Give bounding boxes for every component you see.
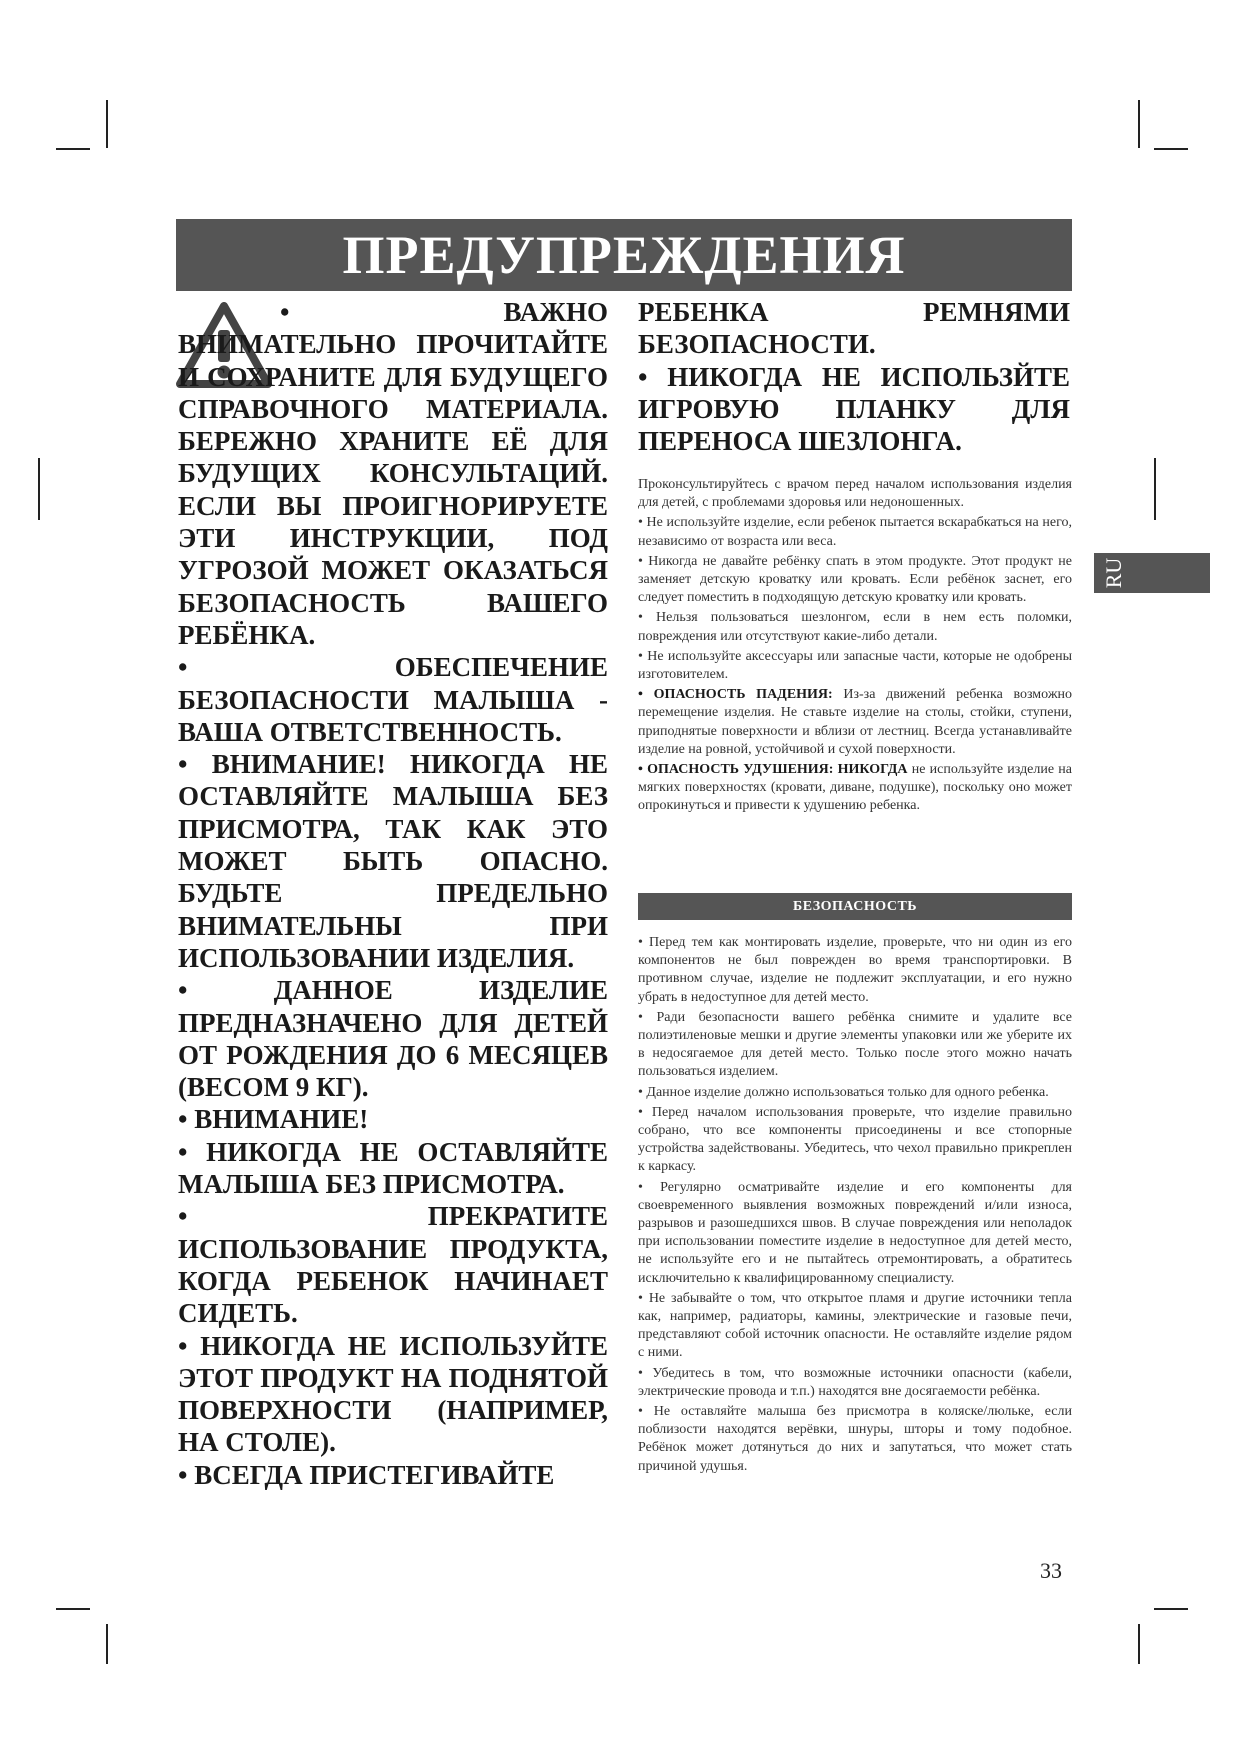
warning-paragraph: • ВАЖНО ВНИМАТЕЛЬНО ПРОЧИТАЙТЕ И СОХРАНИТЕ ДЛЯ БУДУЩЕГО СПРАВОЧНОГО МАТЕРИАЛА. БЕРЕЖНО ХРАНИТЕ ЕЁ ДЛЯ БУДУЩИХ КОНСУЛЬТАЦИЙ. ЕСЛИ ВЫ ПРОИГНОРИРУЕТЕ ЭТИ ИНСТРУКЦИИ, ПОД УГРОЗОЙ МОЖЕТ ОКАЗАТЬСЯ БЕЗОПАСНОСТЬ ВАШЕГО РЕБЁНКА. — [178, 297, 608, 650]
small-warning: • Не используйте аксессуары или запасные части, которые не одобрены изготовителем. — [638, 648, 1072, 683]
safety-item: • Данное изделие должно использоваться только для одного ребенка. — [638, 1084, 1049, 1100]
small-warning: • Никогда не давайте ребёнку спать в этом продукте. Этот продукт не заменяет детскую кроватку или кровать. Если ребёнок заснет, его следует поместить в подходящую детскую кроватку или кровать. — [638, 553, 1072, 606]
warning-paragraph: • ОБЕСПЕЧЕНИЕ БЕЗОПАСНОСТИ МАЛЫША - ВАША ОТВЕТСТВЕННОСТЬ. — [178, 652, 608, 747]
safety-item: • Ради безопасности вашего ребёнка снимите и удалите все полиэтиленовые мешки и другие элементы упаковки или же уберите их в недосягаемое для детей место. Только после этого можно начать пользоваться изделием. — [638, 1009, 1072, 1080]
warning-paragraph: • ВСЕГДА ПРИСТЕГИВАЙТЕ — [178, 1459, 555, 1490]
crop-mark — [56, 148, 90, 150]
safety-item: • Перед началом использования проверьте, что изделие правильно собрано, что все компоненты присоединены и все стопорные устройства задействованы. Убедитесь, что чехол правильно прикреплен к каркасу. — [638, 1104, 1072, 1175]
language-tab-label: RU — [1101, 557, 1126, 589]
crop-mark — [38, 458, 40, 520]
safety-section-title: БЕЗОПАСНОСТЬ — [638, 893, 1072, 920]
safety-list — [638, 934, 1072, 1478]
safety-item: • Перед тем как монтировать изделие, проверьте, что ни один из его компонентов не был поврежден во время транспортировки. В противном случае, изделие не подлежит эксплуатации, и его нужно убрать в недоступное для детей место. — [638, 935, 1072, 1005]
page-number: 33 — [1040, 1558, 1062, 1583]
left-warnings-column — [178, 296, 608, 1491]
small-warning: • Не используйте изделие, если ребенок пытается вскарабкаться на него, независимо от возраста или веса. — [638, 515, 1072, 549]
crop-mark — [1154, 1608, 1188, 1610]
language-tab — [1094, 553, 1210, 593]
small-warning: • Нельзя пользоваться шезлонгом, если в нем есть поломки, повреждения или отсутствуют какие-либо детали. — [638, 610, 1072, 644]
small-warning: • ОПАСНОСТЬ ПАДЕНИЯ: Из-за движений ребенка возможно перемещение изделия. Не ставьте изделие на столы, стойки, ступени, приподнятые поверхности и вблизи от лестниц. Всегда устанавливайте изделие на ровной, устойчивой и сухой поверхности. — [638, 687, 1072, 757]
crop-mark — [1154, 458, 1156, 520]
crop-mark — [56, 1608, 90, 1610]
small-warning: Проконсультируйтесь с врачом перед началом использования изделия для детей, с проблемами здоровья или недоношенных. — [638, 477, 1072, 511]
crop-mark — [1138, 1624, 1140, 1664]
crop-mark — [106, 100, 108, 148]
warning-paragraph: • ДАННОЕ ИЗДЕЛИЕ ПРЕДНАЗНАЧЕНО ДЛЯ ДЕТЕЙ ОТ РОЖДЕНИЯ ДО 6 МЕСЯЦЕВ (ВЕСОМ 9 КГ). — [178, 975, 608, 1103]
warning-paragraph: • НИКОГДА НЕ ИСПОЛЬЗУЙТЕ ЭТОТ ПРОДУКТ НА ПОДНЯТОЙ ПОВЕРХНОСТИ (НАПРИМЕР, НА СТОЛЕ). — [178, 1330, 608, 1458]
crop-mark — [106, 1624, 108, 1664]
safety-item: • Не оставляйте малыша без присмотра в коляске/люльке, если поблизости находятся верёвки, шнуры, шторы и тому подобное. Ребёнок может дотянуться до них и запутаться, что может стать причиной удушья. — [638, 1404, 1072, 1474]
page-title: ПРЕДУПРЕЖДЕНИЯ — [176, 219, 1072, 291]
warning-paragraph: РЕБЕНКА РЕМНЯМИ БЕЗОПАСНОСТИ. — [638, 297, 1070, 360]
small-warning: • ОПАСНОСТЬ УДУШЕНИЯ: НИКОГДА не используйте изделие на мягких поверхностях (кровати, диване, подушке), поскольку оно может опрокинуться и привести к удушению ребенка. — [638, 762, 1072, 814]
crop-mark — [1138, 100, 1140, 148]
warning-paragraph: • ПРЕКРАТИТЕ ИСПОЛЬЗОВАНИЕ ПРОДУКТА, КОГДА РЕБЕНОК НАЧИНАЕТ СИДЕТЬ. — [178, 1201, 608, 1329]
right-warnings-continued — [638, 296, 1070, 457]
warning-paragraph: • ВНИМАНИЕ! — [178, 1104, 369, 1135]
warning-paragraph: • НИКОГДА НЕ ИСПОЛЬЗЙТЕ ИГРОВУЮ ПЛАНКУ ДЛЯ ПЕРЕНОСА ШЕЗЛОНГА. — [638, 361, 1070, 457]
crop-mark — [1154, 148, 1188, 150]
safety-item: • Убедитесь в том, что возможные источники опасности (кабели, электрические провода и т.п.) находятся вне досягаемости ребёнка. — [638, 1365, 1072, 1399]
safety-item: • Регулярно осматривайте изделие и его компоненты для своевременного выявления возможных повреждений и/или износа, разрывов и разошедшихся швов. В случае повреждения или неполадок при использовании поместите изделие в недоступное для детей место, не используйте его и не пытайтесь отремонтировать, а обратитесь исключительно к квалифицированному специалисту. — [638, 1179, 1072, 1286]
warning-paragraph: • ВНИМАНИЕ! НИКОГДА НЕ ОСТАВЛЯЙТЕ МАЛЫША БЕЗ ПРИСМОТРА, ТАК КАК ЭТО МОЖЕТ БЫТЬ ОПАСНО. БУДЬТЕ ПРЕДЕЛЬНО ВНИМАТЕЛЬНЫ ПРИ ИСПОЛЬЗОВАНИИ ИЗДЕЛИЯ. — [178, 749, 608, 973]
small-warnings-list — [638, 476, 1072, 818]
safety-item: • Не забывайте о том, что открытое пламя и другие источники тепла как, например, радиаторы, камины, электрические и газовые печи, представляют собой источник опасности. Не оставляйте изделие рядом с ними. — [638, 1290, 1072, 1361]
warning-paragraph: • НИКОГДА НЕ ОСТАВЛЯЙТЕ МАЛЫША БЕЗ ПРИСМОТРА. — [178, 1136, 608, 1200]
